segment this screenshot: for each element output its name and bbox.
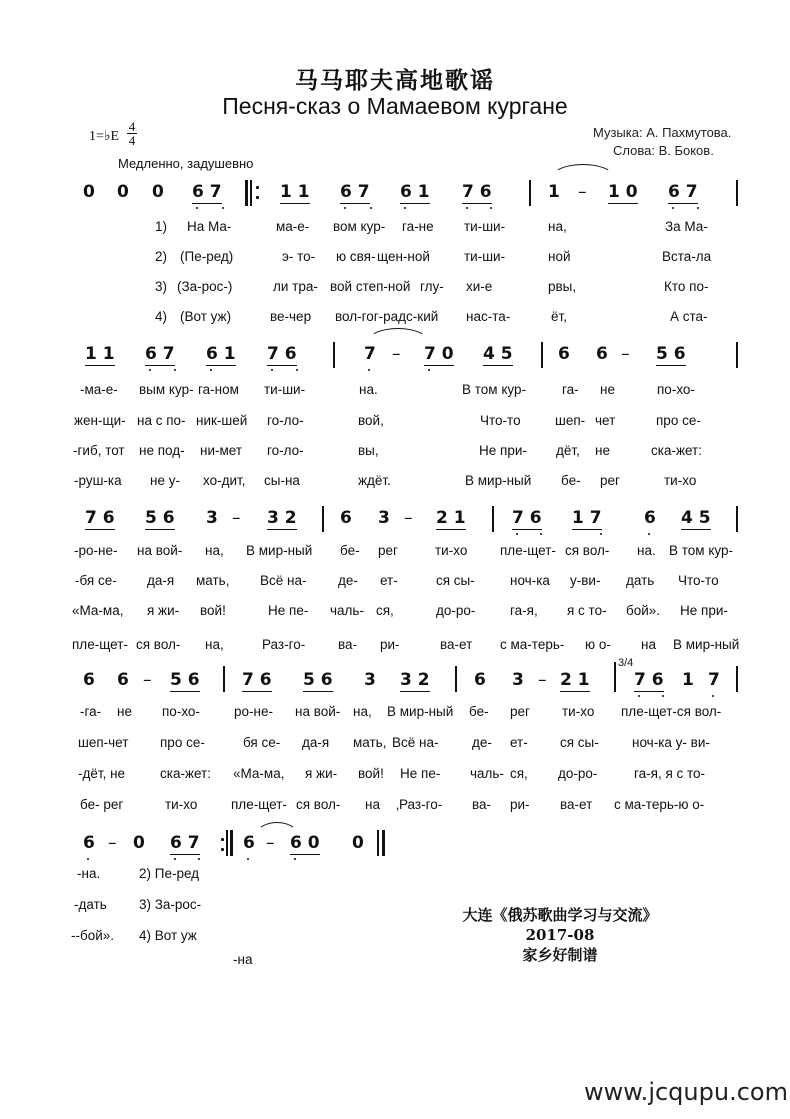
- lyric: -бя се-: [75, 573, 117, 588]
- lyric: мать,: [196, 573, 230, 588]
- note-group: 4 5: [681, 508, 711, 528]
- lyric: ‚Раз-го-: [396, 797, 443, 812]
- lyric: ю свя-: [336, 249, 376, 264]
- dash-sustain: –: [108, 833, 117, 853]
- note-group: 2 1: [436, 508, 466, 528]
- lyric: га-не: [402, 219, 434, 234]
- lyric: Не при-: [680, 603, 728, 618]
- lyric: ноч-ка: [510, 573, 550, 588]
- lyric: га-ном: [198, 382, 239, 397]
- note: 3: [512, 670, 524, 690]
- repeat-start-barline: [245, 180, 248, 206]
- note-group: 5 6: [303, 670, 333, 690]
- barline: [736, 506, 738, 532]
- lyric: я с то-: [567, 603, 607, 618]
- lyric: ся,: [510, 766, 528, 781]
- lyric: -дать: [74, 897, 107, 912]
- lyric: сы-на: [264, 473, 300, 488]
- lyric: чет: [595, 413, 616, 428]
- publish-date: 2017-08: [525, 926, 595, 944]
- lyric: (Вот уж): [180, 309, 232, 324]
- verse-number: 2): [155, 249, 168, 264]
- barline: [529, 180, 531, 206]
- note-group: 5 6: [656, 344, 686, 364]
- lyric: на,: [353, 704, 372, 719]
- barline: [736, 180, 738, 206]
- lyric: до-ро-: [436, 603, 476, 618]
- lyric: по-хо-: [162, 704, 200, 719]
- lyric: нас-та-: [466, 309, 511, 324]
- barline: [736, 342, 738, 368]
- lyric: Не при-: [479, 443, 527, 458]
- lyric: (За-рос-): [177, 279, 233, 294]
- lyric: В мир-ный: [246, 543, 313, 558]
- note-group: 3 2: [267, 508, 297, 528]
- lyric: на вой-: [295, 704, 341, 719]
- lyric: ти-ши-: [264, 382, 306, 397]
- note-group: 7 6: [462, 182, 492, 202]
- note: 6: [243, 833, 255, 853]
- lyric: ёт,: [551, 309, 567, 324]
- lyric: ве-чер: [270, 309, 312, 324]
- note-group: 6 7: [192, 182, 222, 202]
- note-group: 3 2: [400, 670, 430, 690]
- lyric: до-ро-: [558, 766, 598, 781]
- lyric: В том кур-: [669, 543, 733, 558]
- lyric: ма-е-: [276, 219, 310, 234]
- lyric: «Ма-ма,: [72, 603, 124, 618]
- lyric: Кто по-: [664, 279, 709, 294]
- note-group: 7 6: [512, 508, 542, 528]
- lyric: на,: [205, 637, 224, 652]
- lyric: на с по-: [137, 413, 186, 428]
- tie-slur: [552, 164, 614, 177]
- lyric: пле-щет-ся вол-: [621, 704, 722, 719]
- note-group: 6 1: [400, 182, 430, 202]
- lyric: мать,: [353, 735, 387, 750]
- lyric: вым кур-: [139, 382, 194, 397]
- lyric: да-я: [147, 573, 175, 588]
- lyric: ва-ет: [440, 637, 473, 652]
- lyric: жен-щи-: [74, 413, 126, 428]
- lyric: ва-: [338, 637, 358, 652]
- lyricist-credit: Слова: В. Боков.: [613, 143, 714, 158]
- lyric: ри-: [380, 637, 400, 652]
- lyric: дать: [626, 573, 655, 588]
- barline: [333, 342, 335, 368]
- lyric: ся вол-: [296, 797, 341, 812]
- lyric: бе-: [561, 473, 581, 488]
- lyric: ся,: [376, 603, 394, 618]
- lyric: ет-: [510, 735, 528, 750]
- lyric: ска-жет:: [651, 443, 702, 458]
- note: 7: [708, 670, 720, 690]
- lyric: ждёт.: [358, 473, 391, 488]
- lyric: вы,: [358, 443, 379, 458]
- lyric: Не пе-: [400, 766, 441, 781]
- lyric: по-хо-: [657, 382, 695, 397]
- lyric: на: [365, 797, 380, 812]
- lyric: рег: [510, 704, 530, 719]
- lyric: на,: [205, 543, 224, 558]
- note: 0: [152, 182, 164, 202]
- lyric: э- то-: [282, 249, 316, 264]
- lyric: глу-: [420, 279, 444, 294]
- note: 6: [474, 670, 486, 690]
- note: 6: [644, 508, 656, 528]
- lyric: На Ма-: [187, 219, 232, 234]
- lyric: ной: [548, 249, 571, 264]
- barline: [223, 666, 225, 692]
- lyric: чаль-: [330, 603, 364, 618]
- lyric: шеп-: [555, 413, 586, 428]
- lyric: рег: [378, 543, 398, 558]
- barline: [322, 506, 324, 532]
- lyric: ро-не-: [234, 704, 273, 719]
- lyric: я жи-: [147, 603, 180, 618]
- lyric: де-: [472, 735, 492, 750]
- note-group: 6 7: [145, 344, 175, 364]
- lyric: рег: [600, 473, 620, 488]
- key-signature: 1=♭E: [89, 129, 120, 144]
- lyric: В том кур-: [462, 382, 526, 397]
- note-group: 7 6: [85, 508, 115, 528]
- lyric: хо-дит,: [203, 473, 246, 488]
- final-barline-thin: [377, 830, 379, 856]
- note: 3: [364, 670, 376, 690]
- lyric: у-ви-: [570, 573, 601, 588]
- lyric: вом кур-: [333, 219, 386, 234]
- lyric: А ста-: [670, 309, 708, 324]
- note: 7: [364, 344, 376, 364]
- time-change-marker: 3/4: [618, 657, 634, 669]
- lyric: не у-: [150, 473, 180, 488]
- lyric: на,: [548, 219, 567, 234]
- verse-number: 1): [155, 219, 168, 234]
- note: 1: [548, 182, 560, 202]
- lyric: шеп-чет: [78, 735, 129, 750]
- lyric: В мир-ный: [465, 473, 532, 488]
- transcriber: 家乡好制谱: [522, 946, 598, 964]
- repeat-end-barline-thin: [226, 830, 228, 856]
- lyric: 4) Вот уж: [139, 928, 197, 943]
- lyric: Всё на-: [260, 573, 307, 588]
- note: 1: [682, 670, 694, 690]
- lyric: ся сы-: [436, 573, 475, 588]
- lyric: чаль-: [470, 766, 504, 781]
- lyric: я жи-: [305, 766, 338, 781]
- note-group: 6 1: [206, 344, 236, 364]
- lyric: (Пе-ред): [180, 249, 234, 264]
- note: 0: [117, 182, 129, 202]
- lyric: де-: [338, 573, 358, 588]
- lyric: В мир-ный: [387, 704, 454, 719]
- note-group: 7 6: [634, 670, 664, 690]
- note: 0: [83, 182, 95, 202]
- dash-sustain: –: [578, 182, 587, 202]
- lyric: не: [117, 704, 132, 719]
- note-group: 6 7: [340, 182, 370, 202]
- lyric: про се-: [160, 735, 205, 750]
- note-group: 1 1: [85, 344, 115, 364]
- lyric: ти-ши-: [464, 249, 506, 264]
- lyric: га-: [562, 382, 579, 397]
- lyric: бе- рег: [80, 797, 124, 812]
- lyric: ти-хо: [562, 704, 595, 719]
- lyric: ся вол-: [136, 637, 181, 652]
- lyric: Вста-ла: [662, 249, 712, 264]
- time-signature-bottom: 4: [128, 133, 136, 148]
- publisher-name: 大连《俄苏歌曲学习与交流》: [462, 906, 658, 924]
- lyric: на вой-: [137, 543, 183, 558]
- note: 6: [558, 344, 570, 364]
- lyric: -на.: [77, 866, 101, 881]
- lyric: пле-щет-: [500, 543, 556, 558]
- lyric: не под-: [139, 443, 185, 458]
- note: 6: [340, 508, 352, 528]
- lyric: ска-жет:: [160, 766, 211, 781]
- lyric: ти-хо: [165, 797, 198, 812]
- note-group: 1 1: [280, 182, 310, 202]
- dash-sustain: –: [232, 508, 241, 528]
- barline: [492, 506, 494, 532]
- lyric: Что-то: [678, 573, 719, 588]
- note-group: 1 0: [608, 182, 638, 202]
- lyric: с ма-терь-: [500, 637, 565, 652]
- lyric: 2) Пе-ред: [139, 866, 200, 881]
- lyric: щен-ной: [377, 249, 430, 264]
- composer-credit: Музыка: А. Пахмутова.: [593, 125, 732, 140]
- lyric: га-я, я с то-: [634, 766, 706, 781]
- lyric: ри-: [510, 797, 530, 812]
- note: 6: [83, 670, 95, 690]
- repeat-start-barline-thin: [250, 180, 252, 206]
- dash-sustain: –: [266, 833, 275, 853]
- dash-sustain: –: [392, 344, 401, 364]
- lyric: вой,: [358, 413, 384, 428]
- lyric: вол-гог-радс-кий: [335, 309, 439, 324]
- note-group: 7 0: [424, 344, 454, 364]
- final-barline: [382, 830, 385, 856]
- lyric: бой».: [626, 603, 661, 618]
- lyric: Не пе-: [268, 603, 309, 618]
- lyric: -руш-ка: [74, 473, 122, 488]
- lyric: не: [595, 443, 610, 458]
- lyric: про се-: [656, 413, 701, 428]
- note: 0: [133, 833, 145, 853]
- note: 3: [378, 508, 390, 528]
- lyric: Всё на-: [392, 735, 439, 750]
- repeat-end-barline: [230, 830, 233, 856]
- lyric: ти-хо: [664, 473, 697, 488]
- lyric: вой!: [358, 766, 384, 781]
- dash-sustain: –: [404, 508, 413, 528]
- note-group: 2 1: [560, 670, 590, 690]
- lyric: ся сы-: [560, 735, 599, 750]
- note-group: 6 7: [668, 182, 698, 202]
- note-group: 6 7: [170, 833, 200, 853]
- note-group: 1 7: [572, 508, 602, 528]
- lyric: не: [600, 382, 615, 397]
- lyric: -ма-е-: [80, 382, 118, 397]
- barline: [736, 666, 738, 692]
- note: 3: [206, 508, 218, 528]
- lyric: Раз-го-: [262, 637, 306, 652]
- dash-sustain: –: [538, 670, 547, 690]
- note-group: 4 5: [483, 344, 513, 364]
- barline: [541, 342, 543, 368]
- lyric: ти-ши-: [464, 219, 506, 234]
- lyric: с ма-терь-ю о-: [614, 797, 705, 812]
- note: 6: [83, 833, 95, 853]
- lyric: 3) За-рос-: [139, 897, 202, 912]
- lyric: ва-: [472, 797, 492, 812]
- lyric: бе-: [340, 543, 360, 558]
- lyric: ни-мет: [200, 443, 243, 458]
- lyric: хи-е: [466, 279, 493, 294]
- lyric: ли тра-: [273, 279, 318, 294]
- dash-sustain: –: [143, 670, 152, 690]
- lyric: За Ма-: [665, 219, 708, 234]
- lyric: ник-шей: [196, 413, 248, 428]
- lyric: -ро-не-: [74, 543, 118, 558]
- lyric: го-ло-: [267, 413, 304, 428]
- song-title-chinese: 马马耶夫高地歌谣: [295, 67, 495, 94]
- note: 0: [352, 833, 364, 853]
- tempo-marking: Медленно, задушевно: [118, 156, 254, 171]
- tie-slur: [368, 328, 428, 341]
- lyric: бя се-: [243, 735, 281, 750]
- verse-number: 4): [155, 309, 168, 324]
- lyric: ноч-ка у- ви-: [632, 735, 710, 750]
- lyric: ва-ет: [560, 797, 593, 812]
- song-title-russian: Песня-сказ о Мамаевом кургане: [222, 93, 568, 119]
- lyric: -га-: [80, 704, 102, 719]
- barline: [455, 666, 457, 692]
- lyric: ся вол-: [565, 543, 610, 558]
- note-group: 5 6: [145, 508, 175, 528]
- lyric: на.: [637, 543, 656, 558]
- note: 6: [596, 344, 608, 364]
- note-group: 7 6: [267, 344, 297, 364]
- dash-sustain: –: [621, 344, 630, 364]
- note-group: 6 0: [290, 833, 320, 853]
- lyric: --бой».: [71, 928, 115, 943]
- lyric: да-я: [302, 735, 330, 750]
- time-signature-top: 4: [128, 119, 136, 134]
- lyric: пле-щет-: [72, 637, 128, 652]
- lyric: ет-: [380, 573, 398, 588]
- lyric: «Ма-ма,: [233, 766, 285, 781]
- note-group: 7 6: [242, 670, 272, 690]
- lyric: дёт,: [556, 443, 580, 458]
- publisher-credit: [410, 905, 710, 965]
- lyric: -гиб, тот: [73, 443, 125, 458]
- note-group: 5 6: [170, 670, 200, 690]
- lyric: ти-хо: [435, 543, 468, 558]
- lyric: на.: [359, 382, 378, 397]
- watermark-url: www.jcqupu.com: [584, 1078, 788, 1106]
- lyric: на: [641, 637, 656, 652]
- lyric: Что-то: [480, 413, 521, 428]
- lyric: го-ло-: [267, 443, 304, 458]
- lyric: га-я,: [510, 603, 538, 618]
- lyric: вой!: [200, 603, 226, 618]
- lyric: В мир-ный: [673, 637, 740, 652]
- lyric: -на: [233, 952, 253, 967]
- lyric: рвы,: [548, 279, 577, 294]
- barline: [614, 662, 616, 692]
- lyric: ю о-: [585, 637, 611, 652]
- lyric: вой степ-ной: [330, 279, 411, 294]
- lyric: пле-щет-: [231, 797, 287, 812]
- lyric: -дёт, не: [78, 766, 126, 781]
- lyric: бе-: [469, 704, 489, 719]
- time-signature: [127, 120, 137, 147]
- verse-number: 3): [155, 279, 168, 294]
- note: 6: [117, 670, 129, 690]
